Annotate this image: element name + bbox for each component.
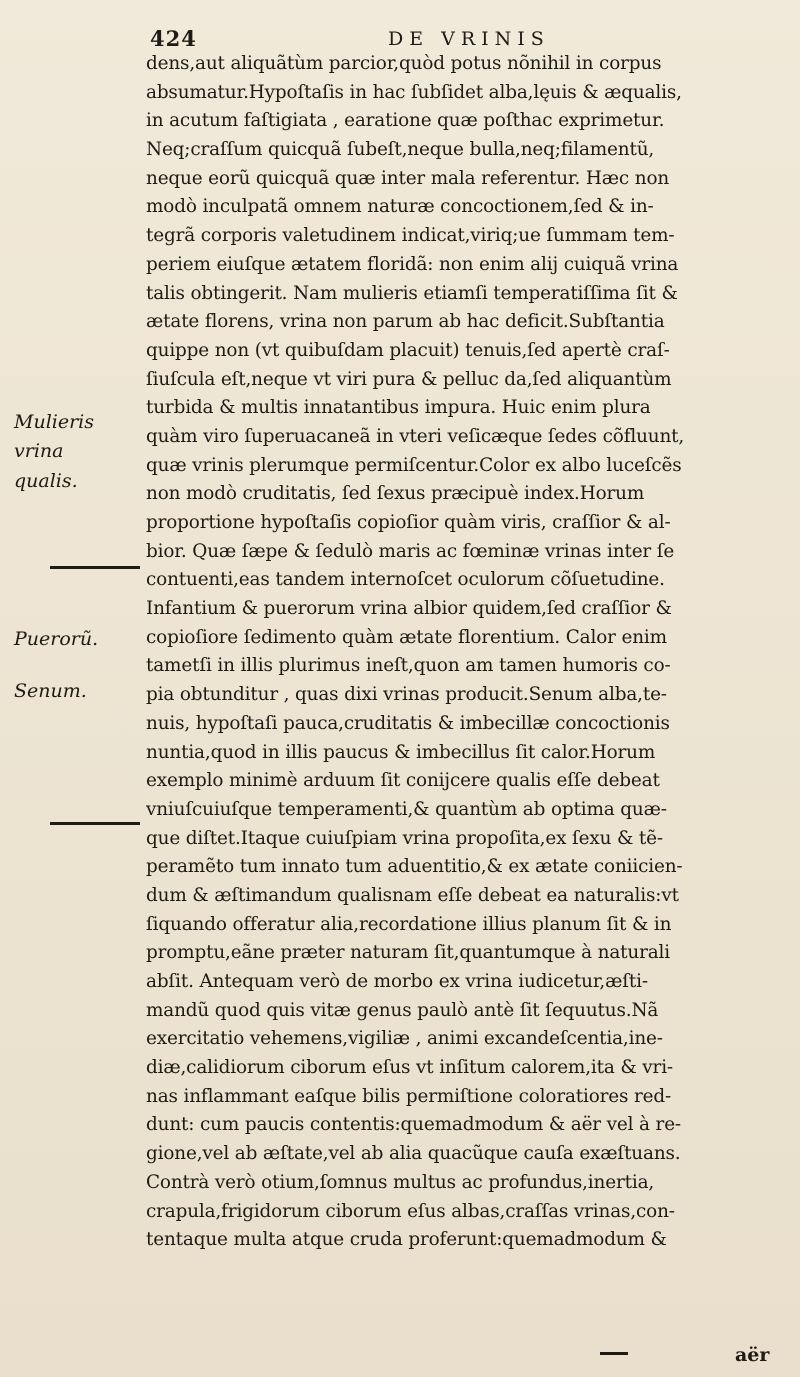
text-line: dunt: cum paucis contentis:quemadmodum & aër vel à re- — [146, 1114, 681, 1136]
text-line: Infantium & puerorum vrina albior quidem,ſed craſſior & — [146, 598, 672, 620]
margin-note-mulieris-2: vrina — [14, 440, 64, 462]
text-line: exemplo minimè arduum ſit conijcere qualis eſſe debeat — [146, 770, 660, 792]
text-line: in acutum faſtigiata , earatione quæ poſthac exprimetur. — [146, 110, 665, 132]
margin-note-mulieris-1: Mulieris — [14, 411, 94, 433]
ornament-rule — [600, 1352, 628, 1355]
text-line: vniuſcuiuſque temperamenti,& quantùm ab optima quæ- — [146, 798, 667, 820]
text-line: tentaque multa atque cruda proferunt:quemadmodum & — [146, 1229, 667, 1251]
text-line: bior. Quæ ſæpe & ſedulò maris ac fœminæ vrinas inter ſe — [146, 540, 675, 562]
margin-note-puerorum: Puerorũ. — [14, 628, 99, 650]
text-line: copioſiore ſedimento quàm ætate florentium. Calor enim — [146, 626, 667, 648]
text-line: dens,aut aliquãtùm parcior,quòd potus nõnihil in corpus — [146, 53, 662, 74]
margin-notes — [0, 0, 140, 1377]
text-line: pia obtunditur , quas dixi vrinas producit.Senum alba,te- — [146, 684, 667, 706]
text-line: promptu,eãne præter naturam ſit,quantumque à naturali — [146, 942, 670, 964]
text-line: Contrà verò otium,ſomnus multus ac profundus,inertia, — [146, 1171, 655, 1193]
text-line: abſit. Antequam verò de morbo ex vrina iudicetur,æſti- — [146, 971, 648, 992]
text-line: nuntia,quod in illis paucus & imbecillus ſit calor.Horum — [146, 741, 656, 763]
text-line: absumatur.Hypoſtaſis in hac ſubſidet alba,lęuis & æqualis, — [146, 81, 682, 103]
text-line: non modò cruditatis, ſed ſexus præcipuè index.Horum — [146, 483, 645, 505]
text-line: exercitatio vehemens,vigiliæ , animi excandeſcentia,ine- — [146, 1028, 663, 1050]
text-line: que diſtet.Itaque cuiuſpiam vrina propoſita,ex ſexu & tẽ- — [146, 827, 663, 849]
text-line: peramẽto tum innato tum aduentitio,& ex ætate coniicien- — [146, 856, 683, 878]
text-line: quippe non (vt quibuſdam placuit) tenuis,ſed apertè craſ- — [146, 339, 670, 361]
text-line: quàm viro ſuperuacaneã in vteri veſicæque ſedes cõfluunt, — [146, 425, 685, 447]
text-line: diæ,calidiorum ciborum eſus vt inſitum calorem,ita & vri- — [146, 1057, 673, 1079]
margin-note-senum: Senum. — [14, 680, 87, 702]
text-line: tegrã corporis valetudinem indicat,viriq;ue ſummam tem- — [146, 225, 675, 247]
text-line: talis obtingerit. Nam mulieris etiamſi temperatiſſima ſit & — [146, 282, 678, 304]
text-line: mandũ quod quis vitæ genus paulò antè ſit ſequutus.Nã — [146, 999, 659, 1021]
margin-note-mulieris-3: qualis. — [14, 470, 78, 492]
text-line: nuis, hypoſtaſi pauca,cruditatis & imbecillæ concoctionis — [146, 712, 670, 734]
text-line: gione,vel ab æſtate,vel ab alia quacũque cauſa exæſtuans. — [146, 1143, 681, 1165]
text-line: tametſi in illis plurimus ineſt,quon am tamen humoris co- — [146, 655, 671, 677]
text-line: nas inflammant eaſque bilis permiſtione coloratiores red- — [146, 1085, 672, 1107]
page-number: 424 — [150, 26, 197, 51]
text-line: crapula,frigidorum ciborum eſus albas,craſſas vrinas,con- — [146, 1200, 675, 1222]
running-head — [150, 26, 760, 52]
body-text — [146, 50, 786, 1255]
margin-rule — [50, 822, 140, 825]
text-line: dum & æſtimandum qualisnam eſſe debeat ea naturalis:vt — [146, 884, 679, 906]
text-line: ætate florens, vrina non parum ab hac deficit.Subſtantia — [146, 311, 665, 333]
text-line: quæ vrinis plerumque permiſcentur.Color ex albo luceſcẽs — [146, 454, 682, 476]
text-line: turbida & multis innatantibus impura. Huic enim plura — [146, 397, 651, 419]
text-line: neque eorũ quicquã quæ inter mala referentur. Hæc non — [146, 167, 670, 189]
text-line: Neq;craſſum quicquã ſubeſt,neque bulla,neq;filamentũ, — [146, 139, 655, 161]
text-line: ſiuſcula eſt,neque vt viri pura & pelluc da,ſed aliquantùm — [146, 368, 672, 390]
text-line: modò inculpatã omnem naturæ concoctionem,ſed & in- — [146, 196, 654, 218]
catchword: aër — [735, 1344, 770, 1366]
running-title: DE VRINIS — [388, 28, 550, 50]
text-line: periem eiuſque ætatem floridã: non enim alij cuiquã vrina — [146, 253, 679, 275]
margin-rule — [50, 566, 140, 569]
text-line: ſiquando offeratur alia,recordatione illius planum ſit & in — [146, 913, 672, 935]
text-line: proportione hypoſtaſis copioſior quàm viris, craſſior & al- — [146, 512, 671, 533]
text-line: contuenti,eas tandem internoſcet oculorum cõſuetudine. — [146, 569, 665, 591]
